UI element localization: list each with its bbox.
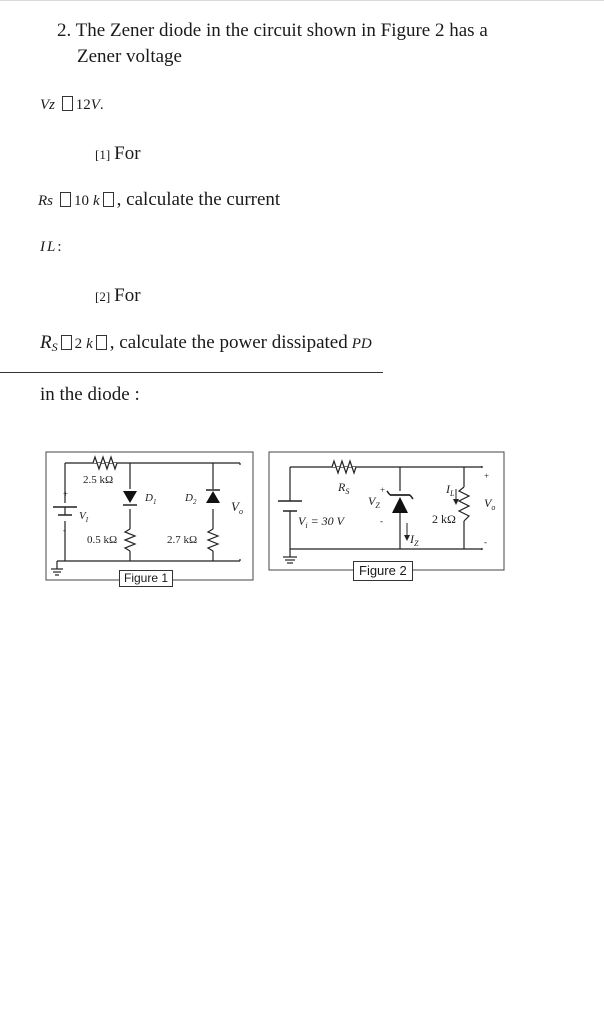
svg-text:VI bbox=[79, 510, 89, 524]
part-2-for: For bbox=[114, 285, 141, 306]
question-line-2 bbox=[77, 46, 182, 68]
rs2-symbol: R bbox=[40, 332, 52, 353]
fig2-il-arrow bbox=[453, 499, 459, 505]
fig2-plus-vz: + bbox=[380, 485, 386, 495]
figure-1-caption: Figure 1 bbox=[119, 570, 173, 587]
fig2-zener-diode bbox=[392, 497, 408, 513]
rs1-unit: k bbox=[93, 193, 100, 209]
fig1-label-r-left: 0.5 kΩ bbox=[87, 534, 118, 546]
rs2-subscript: S bbox=[51, 340, 58, 354]
question-line-1 bbox=[57, 20, 488, 42]
fig1-label-d2-sub: 2 bbox=[192, 498, 197, 506]
fig2-resistor-rl bbox=[459, 487, 469, 521]
part-1-tag: [1] bbox=[95, 147, 111, 162]
vz-unit: V bbox=[90, 97, 100, 113]
rs1-value: 10 bbox=[74, 193, 89, 209]
fig1-resistor-left bbox=[125, 529, 135, 551]
fig2-minus-vo: - bbox=[484, 537, 487, 547]
svg-text:Vo bbox=[231, 499, 243, 516]
fig1-diode-d1 bbox=[123, 491, 137, 503]
fig2-resistor-rs bbox=[332, 461, 356, 473]
last-line bbox=[40, 384, 140, 406]
rs1-line bbox=[38, 189, 280, 211]
fig1-label-vi-sub: I bbox=[85, 516, 89, 524]
svg-text:D2 bbox=[184, 492, 197, 506]
figure-2-frame bbox=[269, 452, 504, 570]
fig1-plus: + bbox=[63, 489, 69, 499]
fig2-label-il: I bbox=[446, 482, 450, 496]
fig2-label-vo: V bbox=[484, 496, 492, 510]
rs2-value: 2 bbox=[74, 336, 83, 352]
fig1-label-d2: D bbox=[185, 492, 193, 504]
missing-glyph-box bbox=[61, 335, 72, 350]
question-text-1: The Zener diode in the circuit shown in Figure 2 has a bbox=[75, 20, 488, 41]
vz-end: . bbox=[99, 97, 104, 113]
svg-text:Vo bbox=[484, 496, 495, 512]
vz-symbol: Vz bbox=[40, 97, 55, 113]
fig2-label-vo-sub: o bbox=[491, 503, 496, 512]
il-colon: : bbox=[57, 239, 62, 255]
svg-text:IZ bbox=[409, 532, 419, 548]
part-1-heading bbox=[95, 143, 141, 165]
fig2-label-vz-sub: Z bbox=[375, 501, 380, 510]
fig1-label-vo: V bbox=[231, 499, 239, 514]
rs2-line bbox=[40, 332, 372, 355]
last-line-text: in the diode : bbox=[40, 384, 140, 405]
il-symbol: IL bbox=[40, 239, 58, 255]
svg-text:RS bbox=[337, 480, 349, 496]
fig1-resistor-top bbox=[93, 457, 117, 469]
question-number: 2. bbox=[57, 20, 72, 41]
fig1-label-r-right: 2.7 kΩ bbox=[167, 534, 198, 546]
vz-value: 12 bbox=[75, 97, 91, 113]
fig1-label-d1: D bbox=[145, 492, 153, 504]
missing-glyph-box bbox=[62, 96, 73, 111]
fig1-resistor-right bbox=[208, 529, 218, 551]
fig1-label-vi: V bbox=[79, 510, 86, 522]
fig2-label-iz-sub: Z bbox=[414, 539, 419, 548]
fig1-label-r-top: 2.5 kΩ bbox=[83, 474, 114, 486]
fig2-label-iz: I bbox=[410, 532, 414, 546]
pd-symbol: PD bbox=[351, 336, 372, 352]
figure-2-circuit bbox=[268, 451, 506, 573]
fig2-label-vz: V bbox=[368, 494, 376, 508]
il-line bbox=[40, 239, 62, 256]
fig2-plus-vo: + bbox=[484, 471, 490, 481]
svg-text:IL bbox=[445, 482, 455, 498]
svg-text:Vi = 30 V bbox=[298, 514, 346, 530]
fig1-label-d1-sub: 1 bbox=[152, 498, 157, 506]
rs1-tail: , calculate the current bbox=[116, 189, 281, 210]
figure-1-circuit bbox=[45, 451, 255, 586]
vz-line bbox=[40, 96, 104, 114]
fig1-diode-d2 bbox=[206, 491, 220, 503]
rs2-tail: , calculate the power dissipated bbox=[109, 332, 348, 353]
question-text-2: Zener voltage bbox=[77, 46, 182, 67]
svg-text:D1 bbox=[144, 492, 156, 506]
fig2-label-vi-value: = 30 V bbox=[307, 514, 345, 528]
fig2-label-rs-sub: S bbox=[345, 487, 350, 496]
fig2-label-rl: 2 kΩ bbox=[432, 512, 456, 526]
part-2-tag: [2] bbox=[95, 289, 111, 304]
fig1-minus: - bbox=[63, 525, 66, 535]
fig1-label-vo-sub: o bbox=[238, 507, 243, 516]
top-border bbox=[0, 0, 604, 1]
fig2-label-vi: V bbox=[298, 514, 306, 528]
svg-text:VZ bbox=[368, 494, 380, 510]
missing-glyph-box bbox=[96, 335, 107, 350]
separator-line bbox=[0, 372, 383, 373]
rs-symbol: Rs bbox=[38, 193, 53, 209]
fig2-minus-vz: - bbox=[380, 516, 383, 526]
fig2-label-rs: R bbox=[338, 480, 346, 494]
missing-glyph-box bbox=[103, 192, 114, 207]
fig2-label-il-sub: L bbox=[450, 489, 455, 498]
rs2-unit: k bbox=[86, 336, 93, 352]
fig2-label-vi-sub: i bbox=[305, 521, 308, 530]
part-2-heading bbox=[95, 285, 141, 307]
missing-glyph-box bbox=[60, 192, 71, 207]
figure-2-caption: Figure 2 bbox=[353, 561, 413, 581]
part-1-for: For bbox=[114, 143, 141, 164]
